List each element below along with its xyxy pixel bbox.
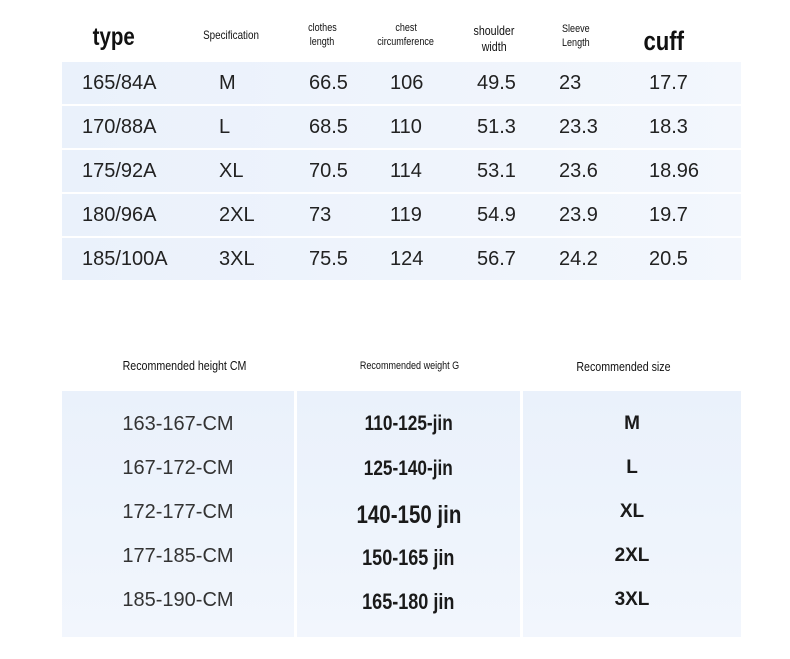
header-chest-circumference: chest circumference	[377, 22, 435, 48]
recommend-table-body	[62, 391, 741, 637]
cell-sleeve: 23.3	[559, 116, 598, 138]
header-sleeve-length: Sleeve Length	[562, 23, 590, 49]
header-type: type	[92, 23, 136, 51]
cell-type: 165/84A	[82, 72, 157, 94]
size-column	[523, 391, 741, 637]
height-cell: 167-172-CM	[122, 457, 234, 479]
cell-chest: 119	[390, 204, 422, 226]
cell-cuff: 20.5	[649, 248, 688, 270]
height-column	[62, 391, 294, 637]
height-cell: 177-185-CM	[122, 545, 234, 567]
cell-type: 175/92A	[82, 160, 157, 182]
size-cell: 2XL	[614, 545, 650, 566]
size-table-body	[62, 62, 741, 280]
cell-type: 180/96A	[82, 204, 157, 226]
cell-spec: 2XL	[219, 204, 255, 226]
size-cell: 3XL	[614, 589, 650, 610]
cell-cuff: 19.7	[649, 204, 688, 226]
table-row	[62, 194, 741, 236]
cell-length: 66.5	[309, 72, 348, 94]
table-row	[62, 238, 741, 280]
weight-column	[297, 391, 520, 637]
cell-shoulder: 56.7	[477, 248, 516, 270]
recommend-table-header	[0, 352, 790, 388]
cell-chest: 114	[390, 160, 422, 182]
cell-length: 68.5	[309, 116, 348, 138]
cell-cuff: 18.96	[649, 160, 700, 182]
height-cell: 163-167-CM	[122, 413, 234, 435]
cell-length: 70.5	[309, 160, 348, 182]
table-row	[62, 106, 741, 148]
cell-spec: L	[219, 116, 231, 138]
size-table-header	[0, 18, 790, 62]
cell-spec: 3XL	[219, 248, 255, 270]
header-cuff: cuff	[643, 26, 685, 56]
cell-shoulder: 51.3	[477, 116, 516, 138]
table-row	[62, 62, 741, 104]
size-cell: XL	[619, 501, 645, 522]
cell-sleeve: 23.9	[559, 204, 598, 226]
cell-cuff: 18.3	[649, 116, 688, 138]
weight-cell: 150-165 jin	[362, 545, 455, 570]
cell-sleeve: 23	[559, 72, 582, 94]
cell-spec: XL	[219, 160, 244, 182]
header-shoulder-width: shoulder width	[473, 23, 515, 55]
header-recommended-size: Recommended size	[575, 359, 671, 374]
height-cell: 185-190-CM	[122, 589, 234, 611]
cell-sleeve: 24.2	[559, 248, 598, 270]
cell-spec: M	[219, 72, 236, 94]
header-clothes-length: clothes length	[307, 22, 337, 48]
cell-chest: 110	[390, 116, 422, 138]
size-cell: M	[624, 413, 640, 434]
cell-cuff: 17.7	[649, 72, 688, 94]
table-row	[62, 150, 741, 192]
height-cell: 172-177-CM	[122, 501, 234, 523]
size-cell: L	[626, 457, 638, 478]
weight-cell: 165-180 jin	[362, 589, 455, 614]
cell-sleeve: 23.6	[559, 160, 598, 182]
header-specification: Specification	[203, 28, 259, 42]
weight-cell: 140-150 jin	[356, 501, 461, 529]
cell-shoulder: 54.9	[477, 204, 516, 226]
header-recommended-weight: Recommended weight G	[360, 360, 460, 372]
cell-type: 170/88A	[82, 116, 157, 138]
cell-chest: 124	[390, 248, 424, 270]
cell-chest: 106	[390, 72, 424, 94]
cell-shoulder: 49.5	[477, 72, 516, 94]
weight-cell: 110-125-jin	[364, 412, 453, 435]
cell-length: 75.5	[309, 248, 348, 270]
cell-length: 73	[309, 204, 332, 226]
cell-shoulder: 53.1	[477, 160, 516, 182]
cell-type: 185/100A	[82, 248, 168, 270]
header-recommended-height: Recommended height CM	[123, 358, 247, 373]
weight-cell: 125-140-jin	[363, 457, 454, 480]
